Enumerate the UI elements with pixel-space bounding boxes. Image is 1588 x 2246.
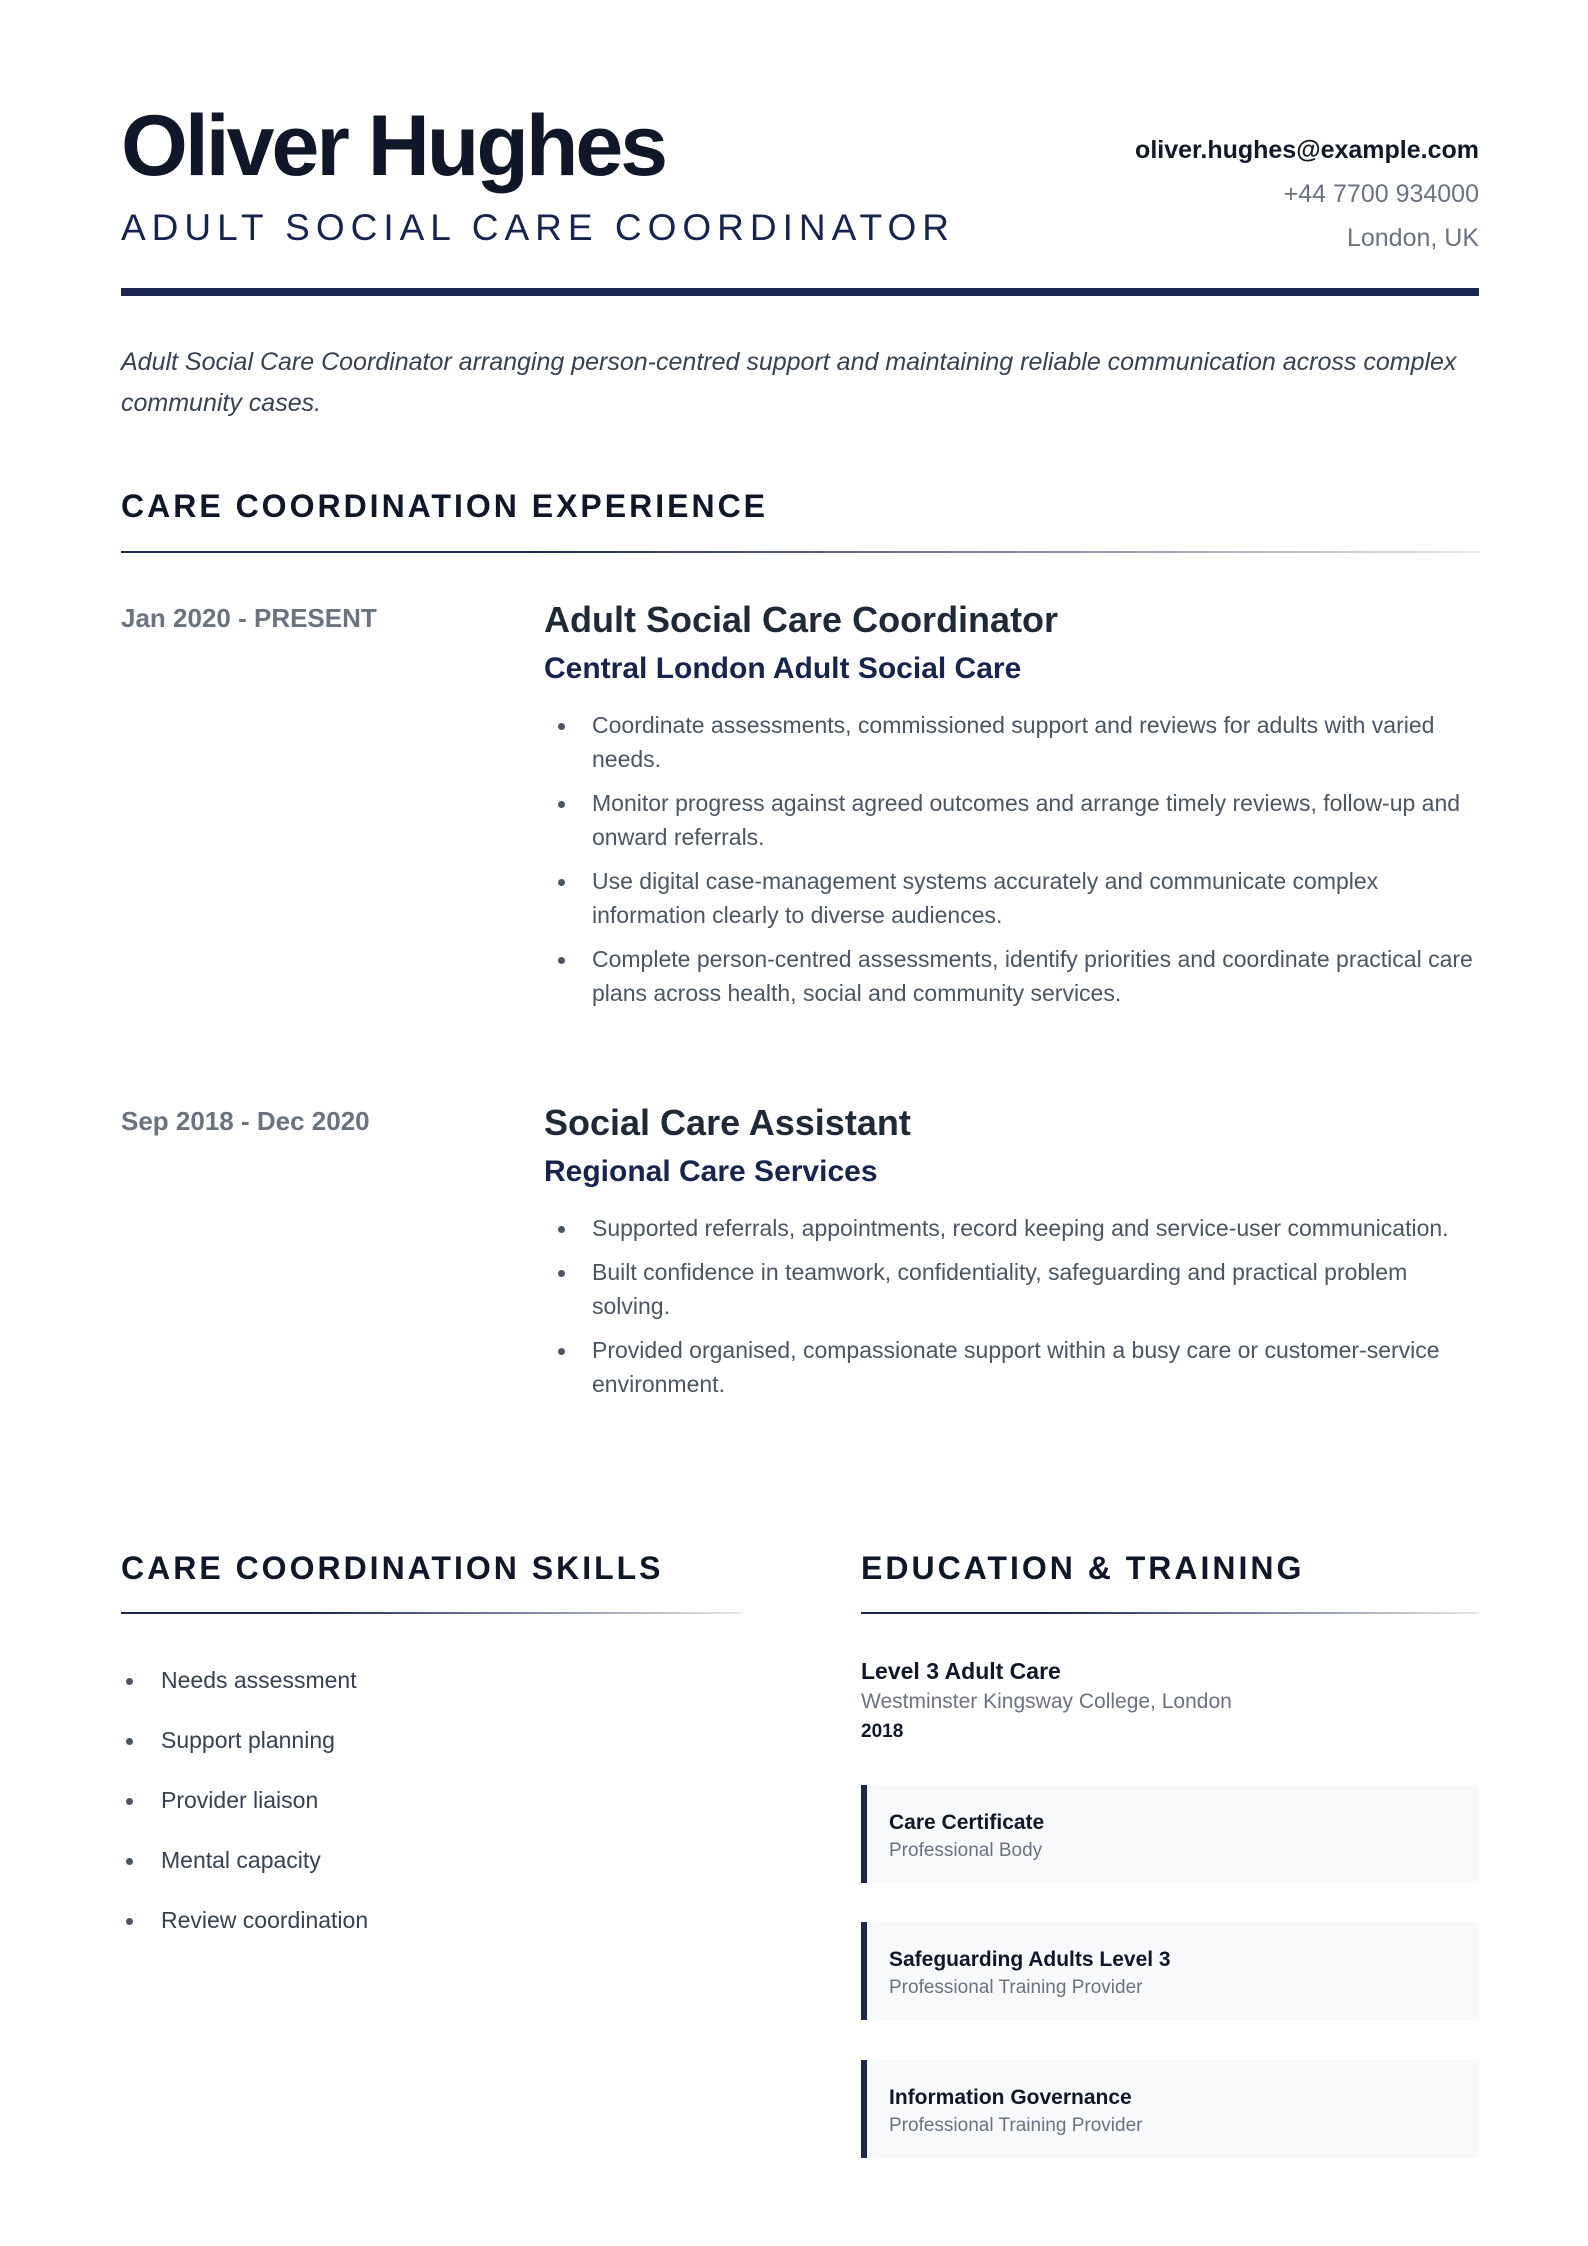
skills-list <box>121 1650 741 1950</box>
job-title: Adult Social Care Coordinator <box>544 599 1059 640</box>
skills-section-divider <box>121 1612 741 1614</box>
skills-section-title: CARE COORDINATION SKILLS <box>121 1550 664 1586</box>
job-bullet: Monitor progress against agreed outcomes and arrange timely reviews, follow-up and onward referrals. <box>544 786 1479 854</box>
job-company: Regional Care Services <box>544 1155 878 1188</box>
skill-item: Mental capacity <box>121 1830 741 1890</box>
skill-item: Provider liaison <box>121 1770 741 1830</box>
resume-page <box>121 0 1479 2246</box>
skill-item: Needs assessment <box>121 1650 741 1710</box>
candidate-role: ADULT SOCIAL CARE COORDINATOR <box>121 207 955 248</box>
job-bullet-list <box>544 708 1479 1010</box>
contact-block <box>1135 128 1479 260</box>
certification-org: Professional Training Provider <box>889 2115 1143 2136</box>
job-bullet: Complete person-centred assessments, identify priorities and coordinate practical care plans across health, social and community services. <box>544 942 1479 1010</box>
job-details <box>544 600 1479 1020</box>
job-bullet-list <box>544 1211 1479 1401</box>
skill-item: Support planning <box>121 1710 741 1770</box>
education-section-divider <box>861 1612 1479 1614</box>
education-qualification: Level 3 Adult Care <box>861 1658 1061 1684</box>
header-divider <box>121 288 1479 296</box>
job-bullet: Coordinate assessments, commissioned support and reviews for adults with varied needs. <box>544 708 1479 776</box>
certification-title: Care Certificate <box>889 1811 1045 1834</box>
contact-location: London, UK <box>1346 224 1479 252</box>
education-year: 2018 <box>861 1721 904 1742</box>
education-entry <box>861 1655 1479 1747</box>
certification-org: Professional Training Provider <box>889 1977 1143 1998</box>
job-title: Social Care Assistant <box>544 1102 911 1143</box>
profile-summary: Adult Social Care Coordinator arranging person-centred support and maintaining reliable communication across complex community cases. <box>121 348 1457 417</box>
candidate-name: Oliver Hughes <box>121 98 666 194</box>
education-institution: Westminster Kingsway College, London <box>861 1690 1232 1713</box>
certification-card <box>861 1922 1479 2020</box>
certification-title: Information Governance <box>889 2086 1132 2109</box>
job-bullet: Provided organised, compassionate support within a busy care or customer-service environment. <box>544 1333 1479 1401</box>
contact-email[interactable]: oliver.hughes@example.com <box>1135 136 1479 164</box>
job-bullet: Supported referrals, appointments, record keeping and service-user communication. <box>544 1211 1479 1245</box>
experience-section-divider <box>121 551 1479 553</box>
job-company: Central London Adult Social Care <box>544 652 1022 685</box>
certification-title: Safeguarding Adults Level 3 <box>889 1948 1171 1971</box>
job-bullet: Use digital case-management systems accurately and communicate complex information clearly to diverse audiences. <box>544 864 1479 932</box>
certification-card <box>861 1785 1479 1883</box>
job-dates: Sep 2018 - Dec 2020 <box>121 1106 370 1136</box>
job-bullet: Built confidence in teamwork, confidentiality, safeguarding and practical problem solving. <box>544 1255 1479 1323</box>
certification-card <box>861 2060 1479 2158</box>
resume-header <box>121 96 1479 296</box>
contact-phone: +44 7700 934000 <box>1283 180 1479 208</box>
experience-section-title: CARE COORDINATION EXPERIENCE <box>121 488 769 524</box>
certification-org: Professional Body <box>889 1840 1043 1861</box>
education-section-title: EDUCATION & TRAINING <box>861 1550 1305 1586</box>
job-details <box>544 1103 1479 1411</box>
skill-item: Review coordination <box>121 1890 741 1950</box>
job-dates: Jan 2020 - PRESENT <box>121 603 377 633</box>
